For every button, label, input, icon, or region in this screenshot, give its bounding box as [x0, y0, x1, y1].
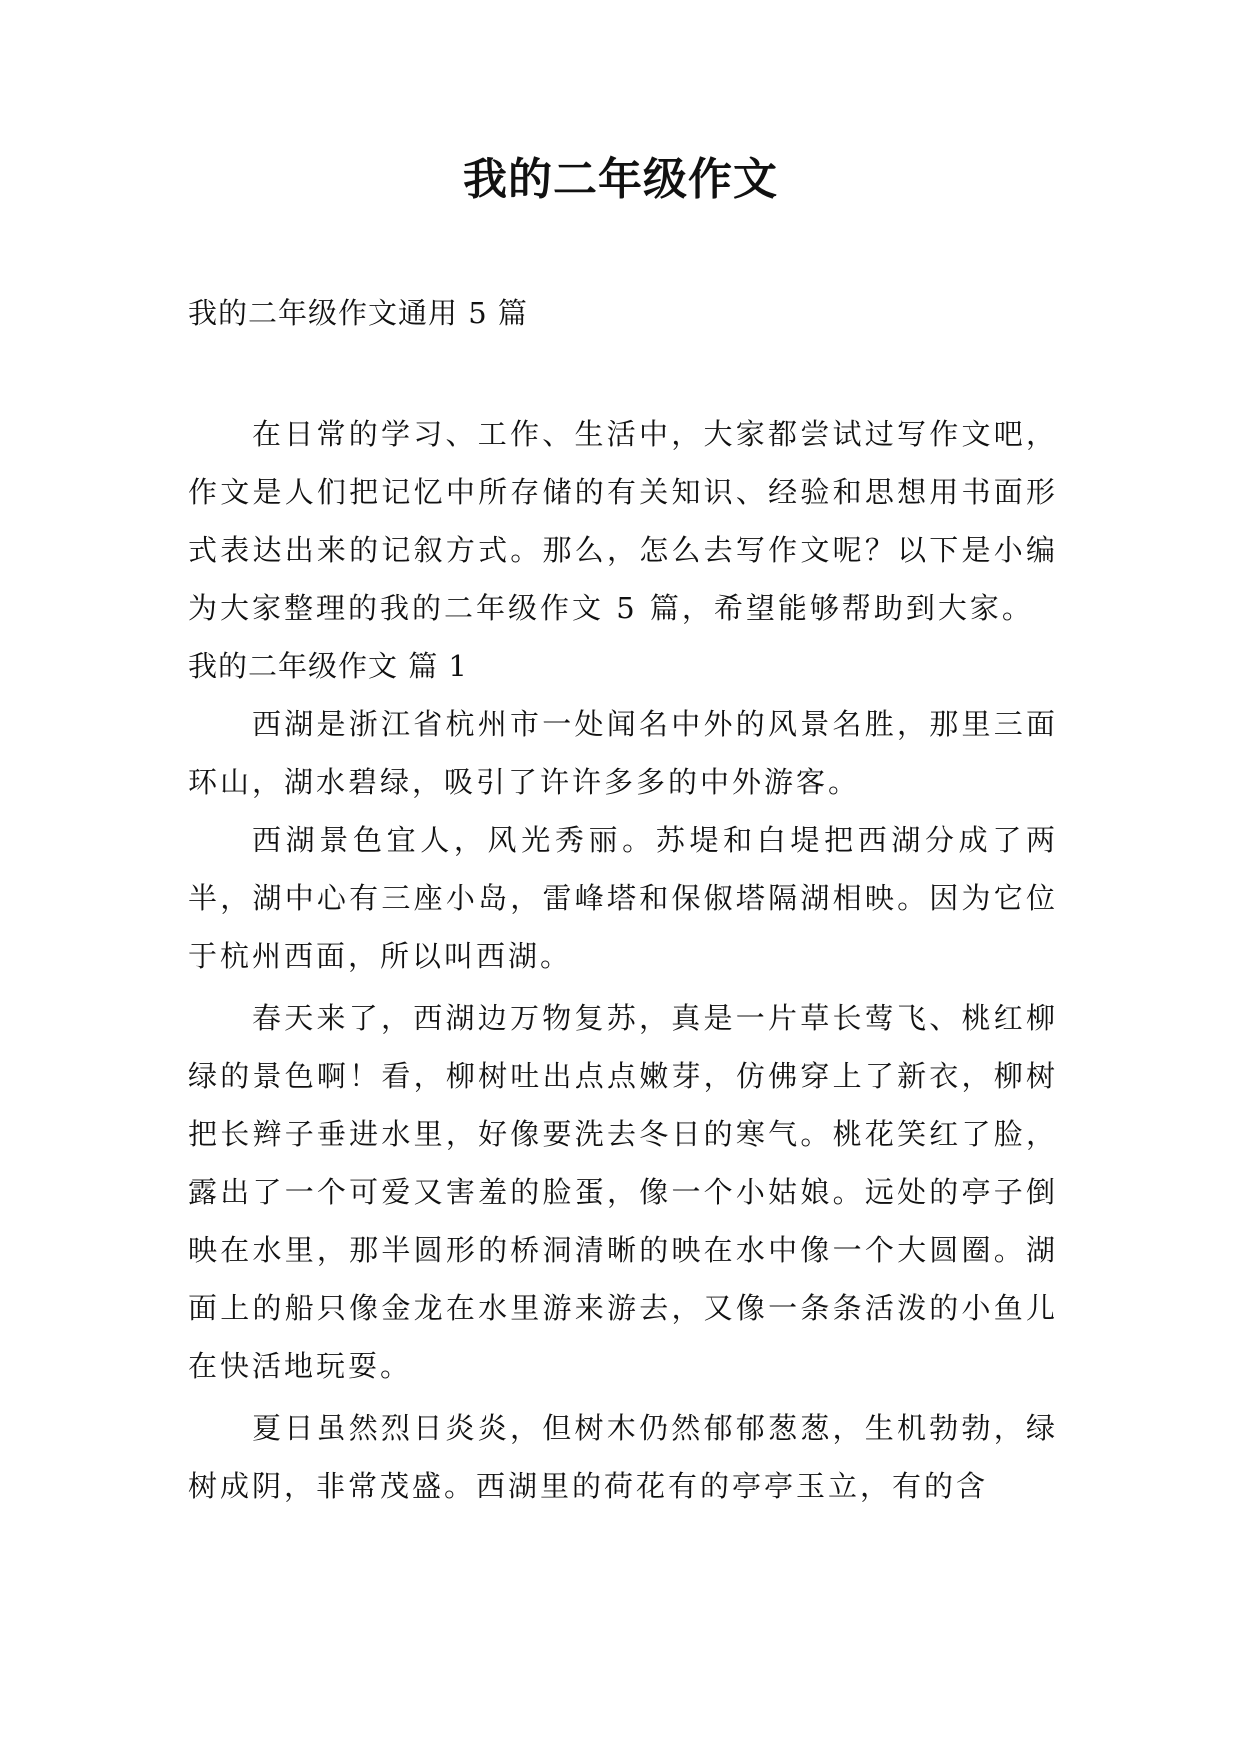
body-paragraph: 春天来了，西湖边万物复苏，真是一片草长莺飞、桃红柳绿的景色啊！看，柳树吐出点点嫩芽，仿佛穿上了新衣，柳树把长辫子垂进水里，好像要洗去冬日的寒气。桃花笑红了脸，露出了一个可爱又害羞的脸蛋，像一个小姑娘。远处的亭子倒映在水里，那半圆形的桥洞清晰的映在水中像一个大圆圈。湖面上的船只像金龙在水里游来游去，又像一条条活泼的小鱼儿在快活地玩耍。: [188, 1001, 1058, 1383]
intro-paragraph: 在日常的学习、工作、生活中，大家都尝试过写作文吧，作文是人们把记忆中所存储的有关知识、经验和思想用书面形式表达出来的记叙方式。那么，怎么去写作文呢？以下是小编为大家整理的我的二年级作文 5 篇，希望能够帮助到大家。: [188, 417, 1058, 625]
section-heading: 我的二年级作文 篇 1: [188, 649, 468, 683]
document-body: [188, 405, 1058, 1515]
document-title: 我的二年级作文: [463, 154, 778, 205]
document-subtitle: 我的二年级作文通用 5 篇: [188, 296, 528, 330]
body-paragraph: 西湖景色宜人，风光秀丽。苏堤和白堤把西湖分成了两半，湖中心有三座小岛，雷峰塔和保俶塔隔湖相映。因为它位于杭州西面，所以叫西湖。: [188, 823, 1058, 973]
body-paragraph: 西湖是浙江省杭州市一处闻名中外的风景名胜，那里三面环山，湖水碧绿，吸引了许许多多的中外游客。: [188, 707, 1058, 799]
body-paragraph: 夏日虽然烈日炎炎，但树木仍然郁郁葱葱，生机勃勃，绿树成阴，非常茂盛。西湖里的荷花有的亭亭玉立，有的含: [188, 1411, 1058, 1503]
